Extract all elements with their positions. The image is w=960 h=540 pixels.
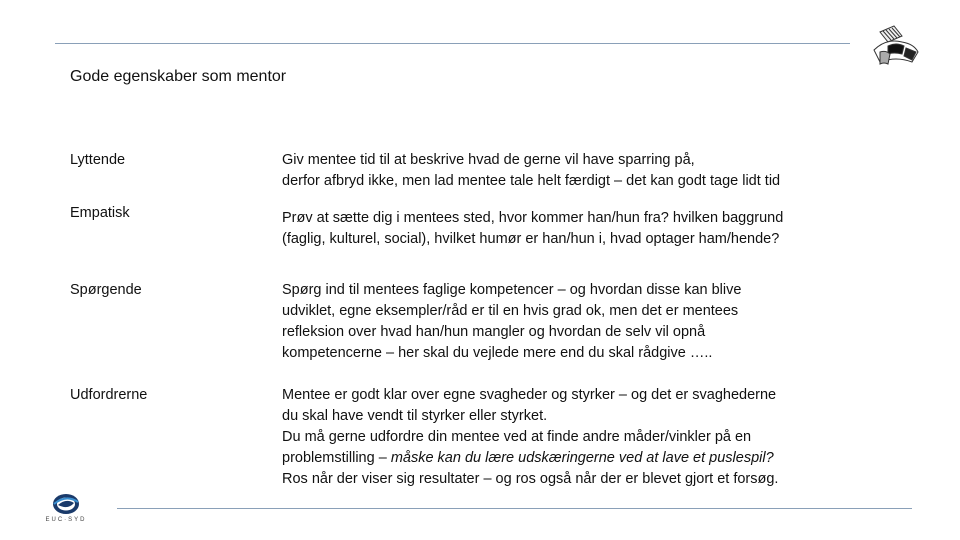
top-rule <box>55 43 850 44</box>
desc-empatisk <box>282 208 783 250</box>
desc-udfordrerne <box>282 385 778 490</box>
desc-line: refleksion over hvad han/hun mangler og hvordan de selv vil opnå <box>282 324 706 340</box>
euc-syd-logo <box>40 492 92 528</box>
desc-spoergende <box>282 280 741 364</box>
desc-line: Ros når der viser sig resultater – og ros også når der er blevet gjort et forsøg. <box>282 471 779 487</box>
euc-syd-logo-icon <box>40 492 92 518</box>
desc-line: du skal have vendt til styrker eller styrket. <box>282 408 548 424</box>
term-spoergende: Spørgende <box>70 282 142 298</box>
logo-text: EUC·SYD <box>45 517 87 523</box>
term-empatisk: Empatisk <box>70 205 130 221</box>
desc-lyttende <box>282 150 780 192</box>
piano-logo-icon <box>866 22 922 70</box>
desc-line: udviklet, egne eksempler/råd er til en hvis grad ok, men det er mentees <box>282 303 739 319</box>
desc-line <box>282 448 778 469</box>
term-lyttende: Lyttende <box>70 152 126 168</box>
desc-line: (faglig, kulturel, social), hvilket humør er han/hun i, hvad optager ham/hende? <box>282 231 780 247</box>
desc-line: Prøv at sætte dig i mentees sted, hvor kommer han/hun fra? hvilken baggrund <box>282 210 784 226</box>
term-udfordrerne: Udfordrerne <box>70 387 148 403</box>
bottom-rule <box>117 508 912 509</box>
desc-line: derfor afbryd ikke, men lad mentee tale helt færdigt – det kan godt tage lidt tid <box>282 173 781 189</box>
desc-line: Du må gerne udfordre din mentee ved at finde andre måder/vinkler på en <box>282 429 752 445</box>
page-title: Gode egenskaber som mentor <box>70 68 287 85</box>
desc-line: kompetencerne – her skal du vejlede mere end du skal rådgive ….. <box>282 345 713 361</box>
desc-line: Mentee er godt klar over egne svagheder og styrker – og det er svaghederne <box>282 387 777 403</box>
desc-text: problemstilling – <box>282 450 391 466</box>
desc-italic-text: måske kan du lære udskæringerne ved at lave et puslespil? <box>390 450 774 466</box>
desc-line: Spørg ind til mentees faglige kompetencer – og hvordan disse kan blive <box>282 282 742 298</box>
desc-line: Giv mentee tid til at beskrive hvad de gerne vil have sparring på, <box>282 152 695 168</box>
